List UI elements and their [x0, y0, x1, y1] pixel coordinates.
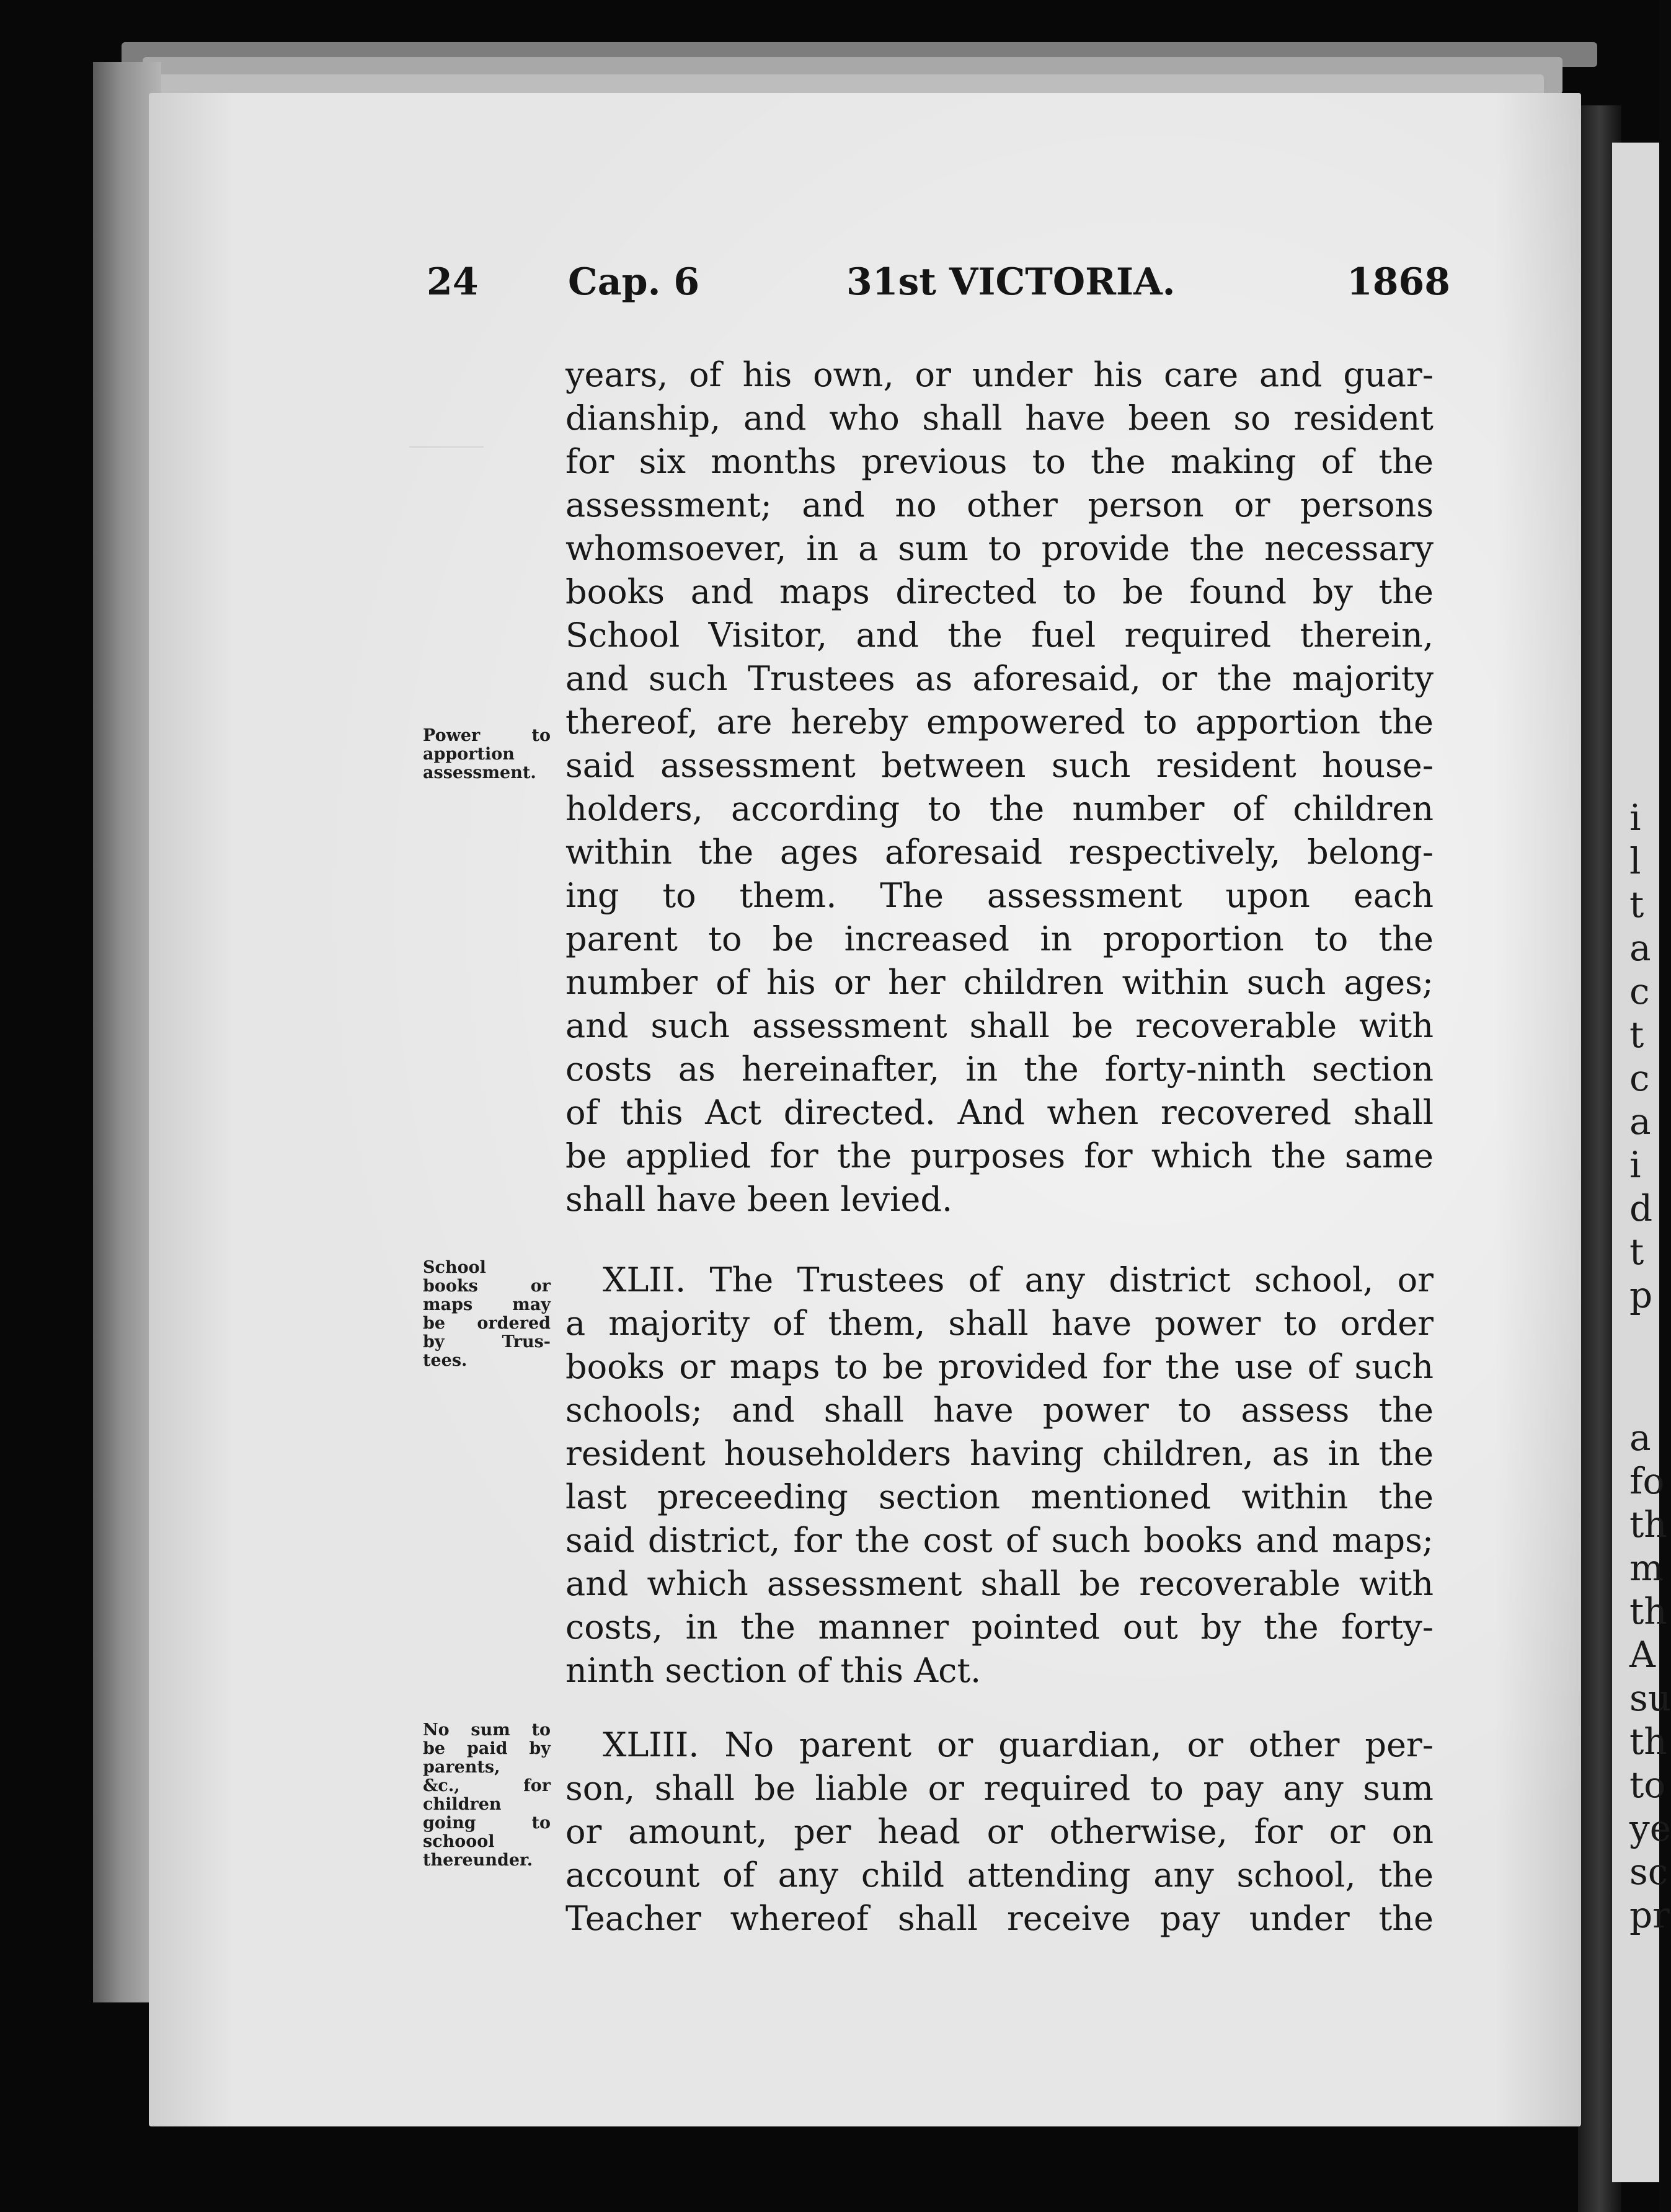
text-line: costs, in the manner pointed out by the forty-	[565, 1608, 1434, 1647]
text-line: shall have been levied.	[565, 1180, 953, 1219]
text-line: thereof, are hereby empowered to apportion the	[565, 702, 1434, 741]
facing-page-letter: th	[1629, 1720, 1667, 1763]
text-line: and such Trustees as aforesaid, or the majority	[565, 659, 1434, 698]
text-line: ing to them. The assessment upon each	[565, 876, 1434, 915]
margin-note-line: by Trus-	[423, 1332, 551, 1352]
text-line: for six months previous to the making of the	[565, 442, 1434, 481]
margin-note-no-sum	[423, 1721, 551, 1870]
margin-note-power-to-apportion	[423, 727, 551, 782]
margin-note-line: be paid by	[423, 1739, 551, 1758]
margin-note-line: parents,	[423, 1758, 500, 1777]
text-line: whomsoever, in a sum to provide the necessary	[565, 529, 1434, 568]
text-line: holders, according to the number of children	[565, 789, 1434, 828]
margin-note-line: Power to	[423, 726, 551, 745]
text-line: books or maps to be provided for the use of such	[565, 1347, 1434, 1386]
chapter-number: Cap. 6	[568, 260, 700, 304]
text-line: of this Act directed. And when recovered shall	[565, 1093, 1434, 1132]
text-line: or amount, per head or otherwise, for or on	[565, 1812, 1434, 1851]
margin-note-line: assessment.	[423, 763, 536, 782]
facing-page-letter: ye	[1629, 1807, 1671, 1849]
text-line: School Visitor, and the fuel required therein,	[565, 616, 1434, 655]
facing-page-letter: p	[1629, 1274, 1653, 1316]
facing-page-letter: i	[1629, 797, 1641, 839]
text-line: be applied for the purposes for which the same	[565, 1136, 1434, 1175]
facing-page-letter: t	[1629, 883, 1644, 926]
margin-note-line: School	[423, 1258, 486, 1277]
facing-page-letter: t	[1629, 1014, 1644, 1056]
margin-note-line: maps may	[423, 1295, 551, 1314]
text-line: dianship, and who shall have been so resident	[565, 399, 1434, 438]
text-line: son, shall be liable or required to pay any sum	[565, 1769, 1434, 1808]
reign-title: 31st VICTORIA.	[846, 260, 1176, 304]
text-line: said district, for the cost of such books and maps;	[565, 1521, 1434, 1560]
facing-page-letter: c	[1629, 970, 1650, 1012]
facing-page-letter: su	[1629, 1677, 1671, 1719]
margin-note-line: books or	[423, 1276, 551, 1296]
margin-note-line: tees.	[423, 1351, 468, 1370]
facing-page-letter: l	[1629, 840, 1641, 882]
margin-note-line: &c., for	[423, 1776, 551, 1795]
facing-page-letter: c	[1629, 1057, 1650, 1099]
text-line: years, of his own, or under his care and guar-	[565, 355, 1434, 394]
facing-page-letter: pr	[1629, 1894, 1670, 1936]
facing-page-letter: a	[1629, 1100, 1651, 1143]
facing-page-letter: a	[1629, 927, 1651, 969]
facing-page-letter: i	[1629, 1144, 1641, 1186]
text-line: costs as hereinafter, in the forty-ninth section	[565, 1050, 1434, 1089]
facing-page-letter: fo	[1629, 1460, 1665, 1502]
facing-page-letter: to	[1629, 1764, 1666, 1806]
text-line: ninth section of this Act.	[565, 1651, 982, 1690]
section-xlii-heading-line: XLII. The Trustees of any district school, or	[603, 1260, 1434, 1299]
facing-page-letter: d	[1629, 1187, 1653, 1229]
text-line: said assessment between such resident house-	[565, 746, 1434, 785]
text-line: last preceeding section mentioned within the	[565, 1477, 1434, 1516]
facing-page-letter: t	[1629, 1231, 1644, 1273]
margin-note-line: schoool	[423, 1832, 495, 1851]
section-xliii-heading-line: XLIII. No parent or guardian, or other per-	[603, 1725, 1434, 1764]
facing-page-letter: th	[1629, 1503, 1667, 1546]
text-line: a majority of them, shall have power to order	[565, 1304, 1434, 1343]
text-line: number of his or her children within such ages;	[565, 963, 1434, 1002]
margin-note-line: be ordered	[423, 1314, 551, 1333]
text-line: resident householders having children, as in the	[565, 1434, 1434, 1473]
facing-page-letter: a	[1629, 1417, 1651, 1459]
facing-page-letter: sc	[1629, 1851, 1669, 1893]
show-through	[409, 446, 484, 547]
text-line: assessment; and no other person or persons	[565, 485, 1434, 524]
facing-page-letter: th	[1629, 1590, 1667, 1632]
text-line: books and maps directed to be found by the	[565, 572, 1434, 611]
year: 1868	[1347, 260, 1450, 304]
text-line: and such assessment shall be recoverable with	[565, 1006, 1434, 1045]
margin-note-line: apportion	[423, 745, 515, 764]
text-line: within the ages aforesaid respectively, belong-	[565, 833, 1434, 872]
margin-note-line: thereunder.	[423, 1851, 533, 1870]
margin-note-line: children	[423, 1795, 502, 1814]
facing-page-letter: m	[1629, 1547, 1664, 1589]
text-line: account of any child attending any school, the	[565, 1856, 1434, 1895]
facing-page-letter: A	[1629, 1634, 1655, 1676]
page-number: 24	[427, 260, 479, 304]
text-line: and which assessment shall be recoverable with	[565, 1564, 1434, 1603]
margin-note-line: going to	[423, 1813, 551, 1833]
text-line: schools; and shall have power to assess the	[565, 1391, 1434, 1430]
text-line: parent to be increased in proportion to the	[565, 919, 1434, 958]
margin-note-line: No sum to	[423, 1720, 551, 1740]
margin-note-school-books	[423, 1259, 551, 1370]
text-line: Teacher whereof shall receive pay under the	[565, 1899, 1434, 1938]
